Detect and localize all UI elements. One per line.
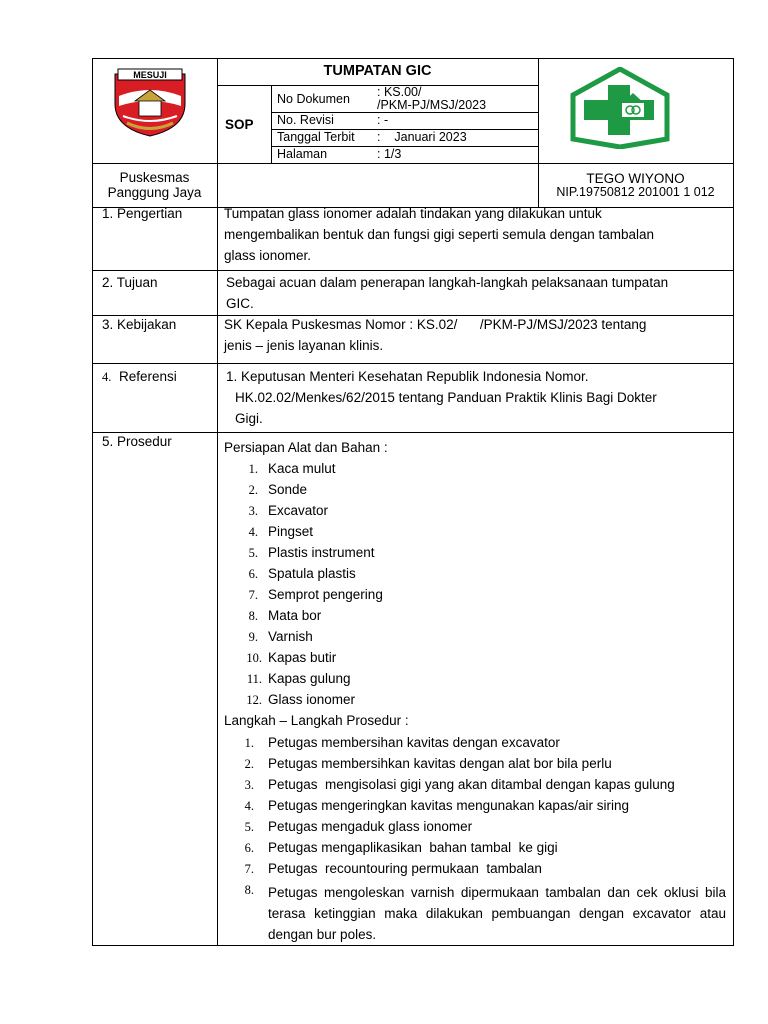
org-name-line-2: Panggung Jaya <box>107 185 202 200</box>
alat-number: 7. <box>248 588 258 602</box>
alat-number: 4. <box>248 525 258 539</box>
alat-item: Kapas butir <box>268 650 337 665</box>
referensi-line-1: 1. Keputusan Menteri Kesehatan Republik Indonesia Nomor. <box>226 369 589 384</box>
alat-number: 2. <box>248 483 258 497</box>
row-line-2 <box>92 270 734 271</box>
meta-value-halaman: : 1/3 <box>377 147 402 161</box>
langkah-item: Petugas mengoleskan varnish dipermukaan tambalan dan cek oklusi bila terasa ketinggian maka dilakukan pembuangan dengan excavator atau dengan bur poles. <box>268 885 726 942</box>
langkah-number: 6. <box>244 841 254 855</box>
label-tujuan: 2. Tujuan <box>102 275 158 290</box>
langkah-number: 7. <box>244 862 254 876</box>
row-line-5 <box>92 432 734 433</box>
meta-label-tanggal-terbit: Tanggal Terbit <box>277 130 355 144</box>
meta-label-no-dokumen: No Dokumen <box>277 92 350 106</box>
langkah-item: Petugas mengeringkan kavitas mengunakan kapas/air siring <box>268 798 629 813</box>
sop-label: SOP <box>225 117 254 132</box>
puskesmas-logo <box>570 67 670 149</box>
alat-item: Mata bor <box>268 608 322 623</box>
alat-number: 8. <box>248 609 258 623</box>
langkah-number: 1. <box>244 736 254 750</box>
label-referensi-number: 4. <box>102 370 112 384</box>
langkah-item: Petugas membersihkan kavitas dengan alat bor bila perlu <box>268 756 612 771</box>
mesuji-logo-text: MESUJI <box>133 70 167 80</box>
tujuan-line-2: GIC. <box>226 296 254 311</box>
alat-item: Varnish <box>268 629 313 644</box>
alat-number: 1. <box>248 462 258 476</box>
org-name-line-1: Puskesmas <box>119 170 190 185</box>
langkah-item: Petugas recountouring permukaan tambalan <box>268 861 542 876</box>
header-bottom-line <box>92 163 734 164</box>
alat-item: Glass ionomer <box>268 692 356 707</box>
referensi-line-2: HK.02.02/Menkes/62/2015 tentang Panduan Praktik Klinis Bagi Dokter <box>235 390 657 405</box>
row-line-3 <box>92 315 734 316</box>
alat-number: 3. <box>248 504 258 518</box>
alat-number: 12. <box>246 693 262 707</box>
alat-heading: Persiapan Alat dan Bahan : <box>224 440 388 455</box>
langkah-item: Petugas membersihan kavitas dengan excavator <box>268 735 560 750</box>
tujuan-line-1: Sebagai acuan dalam penerapan langkah-langkah pelaksanaan tumpatan <box>226 275 669 290</box>
alat-item: Pingset <box>268 524 314 539</box>
alat-item: Excavator <box>268 503 329 518</box>
alat-number: 11. <box>246 672 262 686</box>
alat-item: Spatula plastis <box>268 566 356 581</box>
pengertian-line-2: mengembalikan bentuk dan fungsi gigi seperti semula dengan tambalan <box>224 227 655 242</box>
alat-item: Kapas gulung <box>268 671 351 686</box>
pengertian-line-1: Tumpatan glass ionomer adalah tindakan yang dilakukan untuk <box>224 206 602 221</box>
alat-item: Semprot pengering <box>268 587 383 602</box>
langkah-number: 5. <box>244 820 254 834</box>
signer-name: TEGO WIYONO <box>586 171 685 186</box>
langkah-item: Petugas mengaduk glass ionomer <box>268 819 473 834</box>
langkah-number: 8. <box>244 883 254 897</box>
meta-value-no-dokumen-2: /PKM-PJ/MSJ/2023 <box>377 98 487 112</box>
label-kebijakan: 3. Kebijakan <box>102 317 177 332</box>
signer-nip: NIP.19750812 201001 1 012 <box>556 185 715 199</box>
pengertian-line-3: glass ionomer. <box>224 248 312 263</box>
langkah-number: 3. <box>244 778 254 792</box>
row-line-4 <box>92 363 734 364</box>
kebijakan-line-2: jenis – jenis layanan klinis. <box>224 338 384 353</box>
alat-number: 10. <box>246 651 262 665</box>
label-prosedur: 5. Prosedur <box>102 434 172 449</box>
kebijakan-line-1: SK Kepala Puskesmas Nomor : KS.02/ /PKM-PJ/MSJ/2023 tentang <box>224 317 647 332</box>
table-border-bottom <box>92 945 734 946</box>
sop-column-line <box>271 85 272 163</box>
mesuji-logo <box>105 68 195 138</box>
table-border-top <box>92 58 734 59</box>
meta-label-no-revisi: No. Revisi <box>277 113 334 127</box>
label-pengertian: 1. Pengertian <box>102 206 183 221</box>
alat-number: 6. <box>248 567 258 581</box>
label-referensi-text: Referensi <box>119 369 177 384</box>
langkah-item: Petugas mengaplikasikan bahan tambal ke gigi <box>268 840 558 855</box>
meta-value-tanggal-terbit: : Januari 2023 <box>377 130 467 144</box>
label-column-line <box>217 58 218 946</box>
langkah-number: 2. <box>244 757 254 771</box>
meta-value-no-dokumen-1: : KS.00/ <box>377 85 422 99</box>
document-title: TUMPATAN GIC <box>323 63 432 79</box>
alat-item: Sonde <box>268 482 308 497</box>
langkah-heading: Langkah – Langkah Prosedur : <box>224 713 409 728</box>
meta-value-no-revisi: : - <box>377 113 389 127</box>
langkah-item: Petugas mengisolasi gigi yang akan ditambal dengan kapas gulung <box>268 777 675 792</box>
meta-label-halaman: Halaman <box>277 147 328 161</box>
alat-item: Kaca mulut <box>268 461 336 476</box>
alat-number: 5. <box>248 546 258 560</box>
table-border-right <box>733 58 734 946</box>
alat-number: 9. <box>248 630 258 644</box>
referensi-line-3: Gigi. <box>235 411 263 426</box>
langkah-number: 4. <box>244 799 254 813</box>
alat-item: Plastis instrument <box>268 545 375 560</box>
